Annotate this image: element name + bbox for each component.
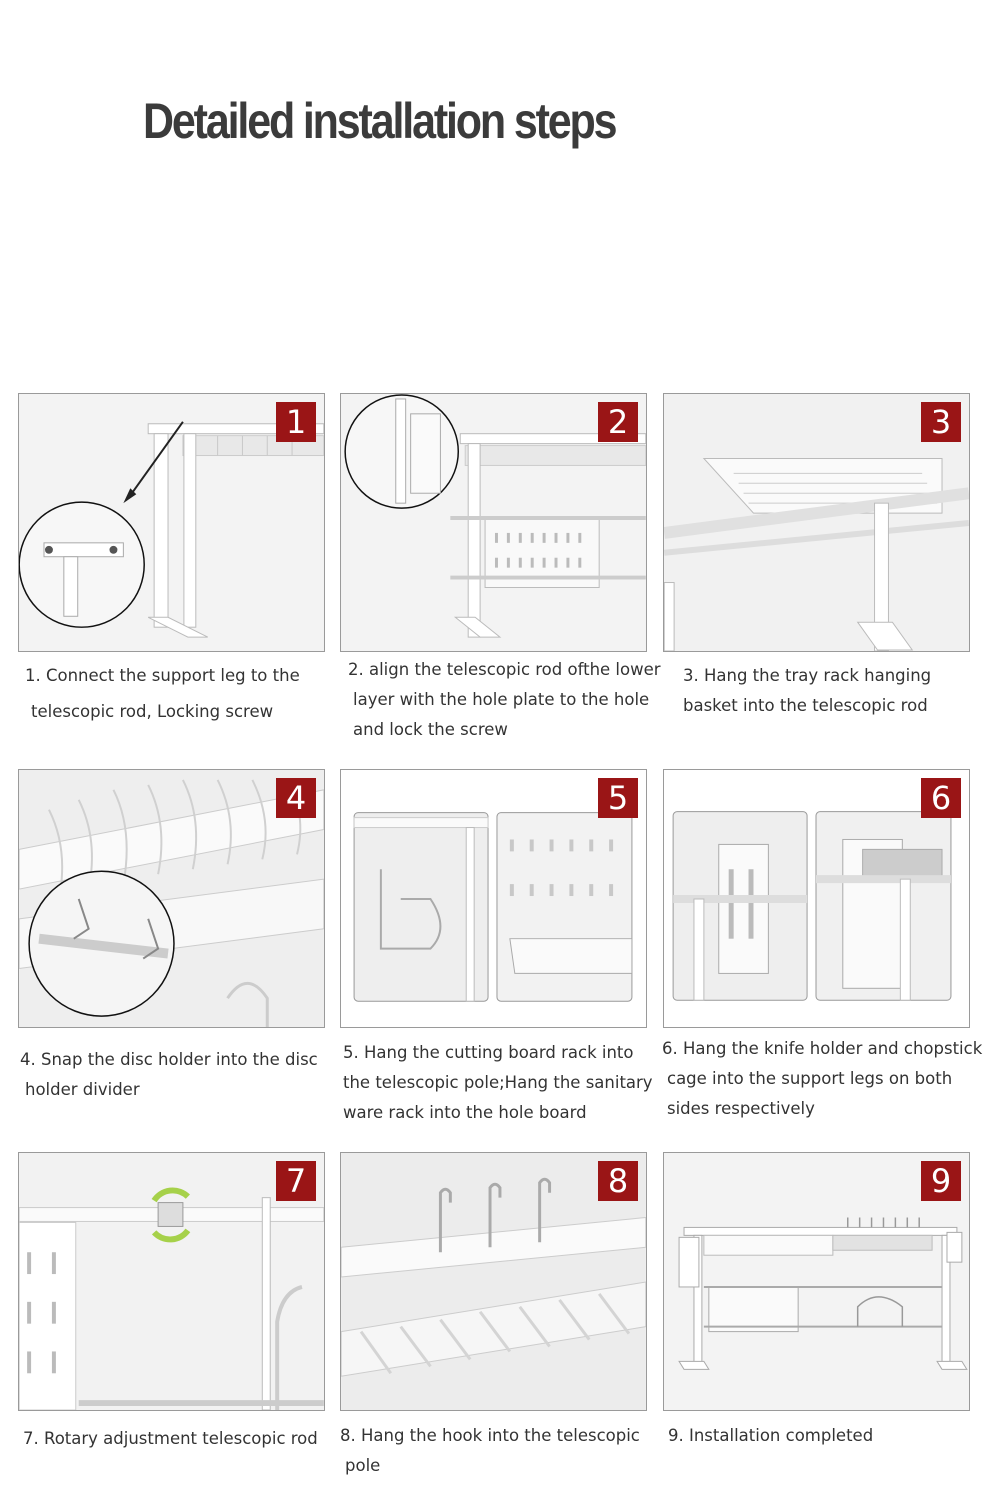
caption-line: 7. Rotary adjustment telescopic rod [23, 1429, 318, 1448]
caption-line: and lock the screw [353, 720, 508, 739]
step-number-badge: 2 [598, 402, 638, 442]
caption-line: 2. align the telescopic rod ofthe lower [348, 660, 661, 679]
caption-line: telescopic rod, Locking screw [31, 702, 274, 721]
step-5-image [340, 769, 647, 1028]
step-7-image [18, 1152, 325, 1411]
step-1-image [18, 393, 325, 652]
caption-line: 5. Hang the cutting board rack into [343, 1043, 634, 1062]
step-number-badge: 4 [276, 778, 316, 818]
step-1-caption [25, 658, 300, 730]
caption-line: 1. Connect the support leg to the [25, 666, 300, 685]
step-2-caption [348, 655, 661, 745]
caption-line: 6. Hang the knife holder and chopstick [662, 1039, 983, 1058]
step-8-image [340, 1152, 647, 1411]
caption-line: basket into the telescopic rod [683, 696, 928, 715]
caption-line: holder divider [25, 1080, 140, 1099]
step-number-badge: 5 [598, 778, 638, 818]
step-8-caption [340, 1421, 640, 1481]
caption-line: 4. Snap the disc holder into the disc [20, 1050, 318, 1069]
caption-line: pole [345, 1456, 381, 1475]
caption-line: 3. Hang the tray rack hanging [683, 666, 932, 685]
page-title: Detailed installation steps [143, 93, 616, 149]
step-3-caption [683, 661, 931, 721]
step-number-badge: 8 [598, 1161, 638, 1201]
caption-line: sides respectively [667, 1099, 815, 1118]
caption-line: ware rack into the hole board [343, 1103, 587, 1122]
step-9-image [663, 1152, 970, 1411]
caption-line: 8. Hang the hook into the telescopic [340, 1426, 640, 1445]
step-7-caption [23, 1424, 318, 1454]
step-9-caption [668, 1421, 873, 1451]
step-number-badge: 6 [921, 778, 961, 818]
step-number-badge: 7 [276, 1161, 316, 1201]
step-4-caption [20, 1045, 318, 1105]
caption-line: cage into the support legs on both [667, 1069, 953, 1088]
step-number-badge: 1 [276, 402, 316, 442]
caption-line: the telescopic pole;Hang the sanitary [343, 1073, 653, 1092]
caption-line: 9. Installation completed [668, 1426, 874, 1445]
step-number-badge: 3 [921, 402, 961, 442]
step-5-caption [343, 1038, 653, 1128]
caption-line: layer with the hole plate to the hole [353, 690, 650, 709]
step-2-image [340, 393, 647, 652]
step-4-image [18, 769, 325, 1028]
step-6-image [663, 769, 970, 1028]
step-number-badge: 9 [921, 1161, 961, 1201]
step-3-image [663, 393, 970, 652]
step-6-caption [662, 1034, 982, 1124]
